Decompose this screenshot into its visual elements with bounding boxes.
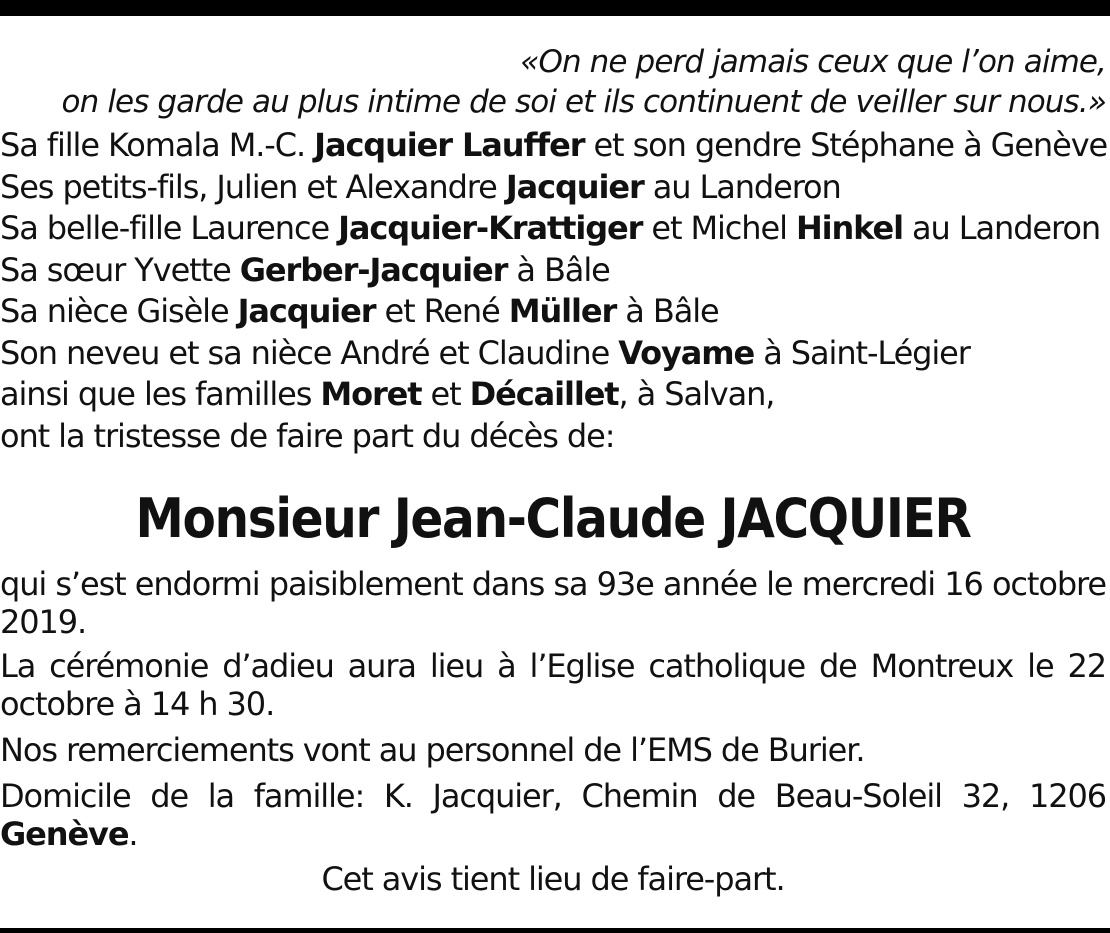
mourner-surname: Jacquier xyxy=(237,292,376,330)
mourner-text: Son neveu et sa nièce André et Claudine xyxy=(0,333,619,372)
thanks-paragraph: Nos remerciements vont au personnel de l’EMS de Burier. xyxy=(0,731,865,769)
mourner-surname: Hinkel xyxy=(795,209,903,247)
mourner-surname: Gerber-Jacquier xyxy=(239,250,508,289)
mourner-text: Sa sœur Yvette xyxy=(0,250,240,289)
obituary-notice xyxy=(0,42,1106,899)
mourner-text: et Michel xyxy=(642,209,796,247)
epigraph-quote xyxy=(0,42,1106,122)
mourner-text: au Landeron xyxy=(643,167,841,206)
mourner-text: ont la tristesse de faire part du décès de: xyxy=(0,416,615,455)
mourner-line xyxy=(0,250,1106,292)
mourners-list xyxy=(0,125,1106,457)
mourner-text: , à Salvan, xyxy=(618,375,775,413)
mourner-line xyxy=(0,416,1106,458)
mourner-surname: Jacquier-Krattiger xyxy=(338,209,643,247)
passing-paragraph: qui s’est endormi paisiblement dans sa 93e année le mercredi 16 octobre 2019. xyxy=(0,565,1106,641)
epigraph-line: on les garde au plus intime de soi et ils continuent de veiller sur nous.» xyxy=(61,84,1106,120)
domicile-paragraph xyxy=(0,777,1106,853)
mourner-text: à Bâle xyxy=(507,250,610,289)
mourner-surname: Müller xyxy=(508,292,617,330)
top-rule xyxy=(0,0,1110,16)
mourner-text: Sa nièce Gisèle xyxy=(0,292,238,330)
closing-line: Cet avis tient lieu de faire-part. xyxy=(321,860,785,898)
domicile-text: Domicile de la famille: K. Jacquier, Chemin de Beau-Soleil 32, 1206 xyxy=(0,777,1106,815)
mourner-line xyxy=(0,208,1106,250)
mourner-text: Sa belle-fille Laurence xyxy=(0,209,339,247)
mourner-surname: Voyame xyxy=(618,333,755,372)
mourner-line xyxy=(0,333,1106,375)
mourner-text: Sa fille Komala M.-C. xyxy=(0,126,315,164)
mourner-text: et René xyxy=(375,292,509,330)
mourner-text: au Landeron xyxy=(902,209,1101,247)
mourner-line xyxy=(0,374,1106,416)
mourner-line xyxy=(0,125,1106,167)
mourner-line xyxy=(0,167,1106,209)
mourner-text: et xyxy=(421,375,470,413)
mourner-text: ainsi que les familles xyxy=(0,375,321,413)
mourner-text: à Bâle xyxy=(616,292,719,330)
ceremony-paragraph: La cérémonie d’adieu aura lieu à l’Eglise catholique de Montreux le 22 octobre à 14 h 30. xyxy=(0,647,1106,723)
epigraph-line: «On ne perd jamais ceux que l’on aime, xyxy=(520,44,1106,80)
domicile-city: Genève xyxy=(0,815,129,853)
mourner-text: Ses petits-fils, Julien et Alexandre xyxy=(0,167,506,206)
mourner-surname: Décaillet xyxy=(469,375,619,413)
mourner-surname: Moret xyxy=(320,375,422,413)
mourner-surname: Jacquier Lauffer xyxy=(314,126,585,164)
domicile-end: . xyxy=(128,815,138,853)
mourner-line xyxy=(0,291,1106,333)
mourner-surname: Jacquier xyxy=(505,167,644,206)
deceased-name: Monsieur Jean-Claude JACQUIER xyxy=(135,487,971,550)
mourner-text: à Saint-Légier xyxy=(754,333,970,372)
mourner-text: et son gendre Stéphane à Genève xyxy=(584,126,1108,164)
bottom-rule xyxy=(0,928,1110,933)
